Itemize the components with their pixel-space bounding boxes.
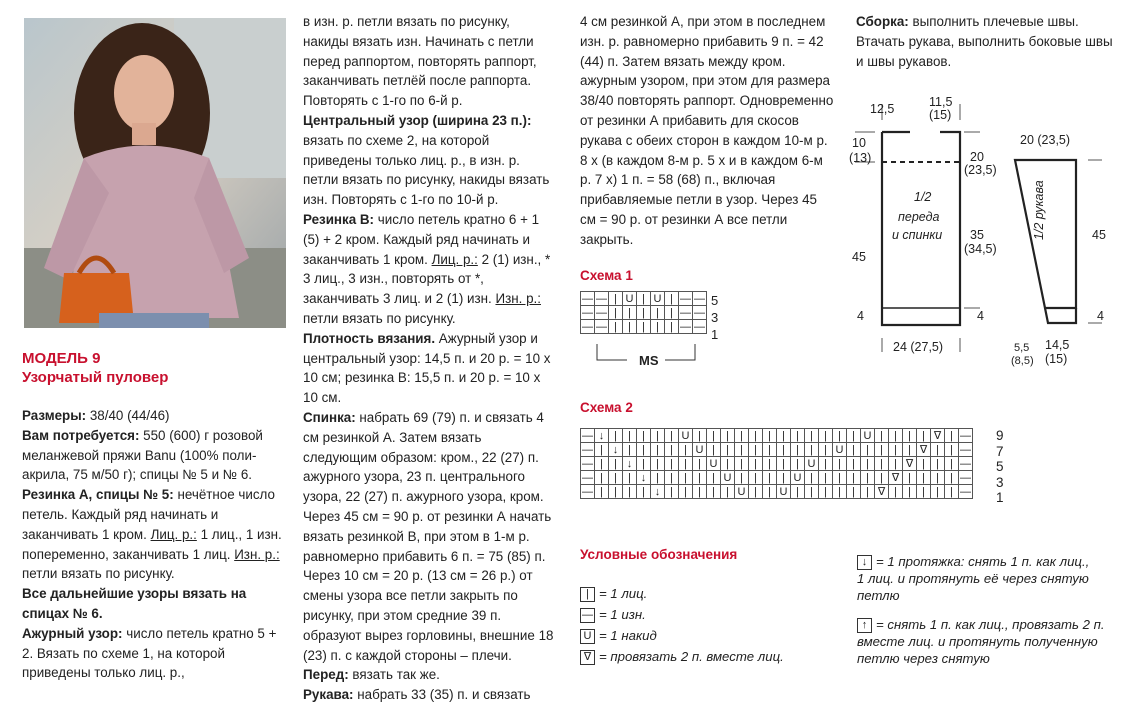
dim-11-5: 11,5 bbox=[929, 95, 953, 109]
scheme-2-row-9: 9 bbox=[996, 428, 1004, 443]
materials: Вам потребуется: 550 (600) г розовой меланжевой пряжи Banu (100% поли-акрила, 75 м/50 г); спицы № 5 и № 6. bbox=[22, 427, 263, 483]
knit-symbol-icon: | bbox=[580, 587, 595, 602]
dim-23-5: (23,5) bbox=[964, 163, 997, 177]
dim-45-left: 45 bbox=[852, 250, 866, 264]
scheme-1-title: Схема 1 bbox=[580, 268, 633, 283]
yarn-over-symbol-icon: U bbox=[580, 629, 595, 644]
central-pattern: Центральный узор (ширина 23 п.): вязать по схеме 2, на которой приведены только лиц. р., в изн. р. петли вязать по рисунку, накиды вязать изн. Повторять с 1-го по 10-й р. bbox=[303, 112, 550, 208]
dim-12-5: 12,5 bbox=[870, 102, 895, 116]
legend-yarn-over: U = 1 накид bbox=[580, 627, 657, 644]
scheme-1-row-labels bbox=[711, 292, 718, 343]
scheme-1-row-1: 1 bbox=[711, 327, 719, 342]
body-label-2: переда bbox=[898, 210, 940, 224]
body-label-3: и спинки bbox=[892, 228, 943, 242]
dim-20: 20 bbox=[970, 150, 984, 164]
column-2 bbox=[303, 12, 558, 705]
dim-5-5: 5,5 bbox=[1014, 342, 1030, 354]
dim-4-left: 4 bbox=[857, 309, 864, 323]
dim-45-right: 45 bbox=[1092, 228, 1106, 242]
legend-knit: | = 1 лиц. bbox=[580, 585, 647, 602]
rib-b: Резинка В: число петель кратно 6 + 1 (5) + 2 кром. Каждый ряд начинать и заканчивать 1 кром. Лиц. р.: 2 (1) изн., * 3 лиц., 3 изн., повторять от *, заканчивать 3 лиц. и 2 (1) изн. Изн. р.: петли вязать по рисунку. bbox=[303, 211, 551, 326]
model-photo bbox=[24, 18, 286, 328]
lace-continued: в изн. р. петли вязать по рисунку, накиды вязать изн. Начинать с петли перед раппортом, повторять раппорт, заканчивать петлёй после раппорта. Повторять с 1-го по 6-й р. bbox=[303, 14, 537, 109]
dim-14-5: 14,5 bbox=[1045, 338, 1070, 352]
legend-ssk: ↓ = 1 протяжка: снять 1 п. как лиц., 1 лиц. и протянуть её через снятую петлю bbox=[857, 554, 1090, 604]
sk2p-symbol-icon: ↑ bbox=[857, 618, 872, 633]
dim-4-right: 4 bbox=[1097, 309, 1104, 323]
column-3 bbox=[580, 12, 835, 250]
purl-symbol-icon: — bbox=[582, 609, 593, 622]
legend-sk2p: ↑ = снять 1 п. как лиц., провязать 2 п. вместе лиц. и протянуть полученную петлю через снятую bbox=[857, 617, 1105, 667]
further-note: Все дальнейшие узоры вязать на спицах № 6. bbox=[22, 586, 247, 621]
scheme-2-row-3: 3 bbox=[996, 474, 1004, 490]
column-4 bbox=[856, 12, 1116, 71]
dim-sleeve-top: 20 (23,5) bbox=[1020, 133, 1071, 147]
rib-a: Резинка А, спицы № 5: нечётное число петель. Каждый ряд начинать и заканчивать 1 кром. Лиц. р.: 1 лиц., 1 изн. попеременно, заканчивать 1 лиц. Изн. р.: петли вязать по рисунку. bbox=[22, 487, 282, 582]
model-number: МОДЕЛЬ 9 bbox=[22, 350, 101, 367]
pattern-diagram bbox=[840, 90, 1130, 380]
sleeve-rib bbox=[1045, 308, 1076, 323]
gauge: Плотность вязания. Ажурный узор и центральный узор: 14,5 п. и 20 р. = 10 х 10 см; резинка В: 15,5 п. и 20 р. = 10 х 10 см. bbox=[303, 330, 551, 406]
model-photo-image bbox=[24, 18, 286, 328]
scheme-2-title: Схема 2 bbox=[580, 400, 633, 415]
dim-34-5: (34,5) bbox=[964, 242, 997, 256]
scheme-2-row-7: 7 bbox=[996, 443, 1004, 459]
scheme-2-row-5: 5 bbox=[996, 459, 1004, 475]
sleeve-label: 1/2 рукава bbox=[1032, 180, 1046, 240]
scheme-1-grid: — — | U | U | — — — — | | | | | — — — — | | | | | — — bbox=[582, 292, 705, 333]
column-1 bbox=[22, 350, 284, 683]
sizes: Размеры: 38/40 (44/46) bbox=[22, 408, 170, 423]
legend-title: Условные обозначения bbox=[580, 547, 738, 562]
scheme-2-row-1: 1 bbox=[996, 490, 1004, 506]
scheme-1-row-5: 5 bbox=[711, 293, 719, 308]
k2tog-symbol-icon: ∇ bbox=[580, 650, 595, 665]
dim-13: (13) bbox=[849, 151, 872, 165]
sleeves-continued: 4 см резинкой А, при этом в последнем изн. р. равномерно прибавить 9 п. = 42 (44) п. Затем вязать между кром. ажурным узором, при этом для размера 38/40 повторять раппорт. Одновременно от резинки А прибавить для скосов рукава с обеих сторон в каждом 10-м р. 8 х (в каждом 8-м р. 5 х и в каждом 6-м р. 7 х) 1 п. = 58 (68) п., включая прибавляемые петли в узор. Через 45 см = 90 р. от резинки А все петли закрыть. bbox=[580, 14, 834, 247]
dim-35: 35 bbox=[970, 228, 984, 242]
lace-pattern: Ажурный узор: число петель кратно 5 + 2. Вязать по схеме 1, на которой приведены только лиц. р., bbox=[22, 625, 277, 681]
assembly: Сборка: выполнить плечевые швы. Втачать рукава, выполнить боковые швы и швы рукавов. bbox=[856, 14, 1113, 69]
front: Перед: вязать так же. bbox=[303, 667, 440, 683]
dim-15b: (15) bbox=[1045, 352, 1068, 366]
legend-k2tog: ∇ = провязать 2 п. вместе лиц. bbox=[580, 648, 784, 665]
legend-purl: — = 1 изн. bbox=[582, 607, 646, 622]
dim-24: 24 (27,5) bbox=[893, 340, 944, 354]
dim-15: (15) bbox=[929, 108, 952, 122]
scheme-1-row-3: 3 bbox=[711, 310, 719, 325]
ssk-symbol-icon: ↓ bbox=[857, 555, 872, 570]
dim-4-mid: 4 bbox=[977, 309, 984, 323]
model-title: Узорчатый пуловер bbox=[22, 369, 169, 386]
scheme-2-grid: — ↓ | | | | | U | | | | | | | | | | | | U | | | | ∇ | — — | ↓ | | | | | U | | | | | | | | | U | | | | | ∇ | | — — | | ↓ | | | | | U | | | | | | U | | | | | | ∇ | | | — — | | | ↓ | | | | | U | | | | U | | | | | | ∇ | | | | — — | | | | ↓ | | | | | U | | U | | | | | | ∇ | | | | | — bbox=[582, 429, 971, 498]
scheme-2-row-labels bbox=[996, 428, 1004, 506]
dim-10: 10 bbox=[852, 136, 866, 150]
body-label-1: 1/2 bbox=[914, 190, 932, 204]
sleeves: Рукава: набрать 33 (35) п. и связать bbox=[303, 687, 531, 703]
back: Спинка: набрать 69 (79) п. и связать 4 см резинкой А. Затем вязать следующим образом: кром., 22 (27) п. ажурного узора, 23 п. центрального узора, 22 (27) п. ажурного узора, кром. Через 45 см = 90 р. от резинки А начать вязать резинкой В, при этом в 1-м р. равномерно прибавить 6 п. = 75 (85) п. Через 10 см = 20 р. (13 см = 26 р.) от смены узора все петли закрыть по рисунку, при этом средние 39 п. образуют вырез горловины, внешние 18 (23) п. с каждой стороны – плечи. bbox=[303, 409, 554, 663]
scheme-1-ms-label: MS bbox=[639, 353, 659, 368]
dim-8-5: (8,5) bbox=[1011, 355, 1034, 367]
